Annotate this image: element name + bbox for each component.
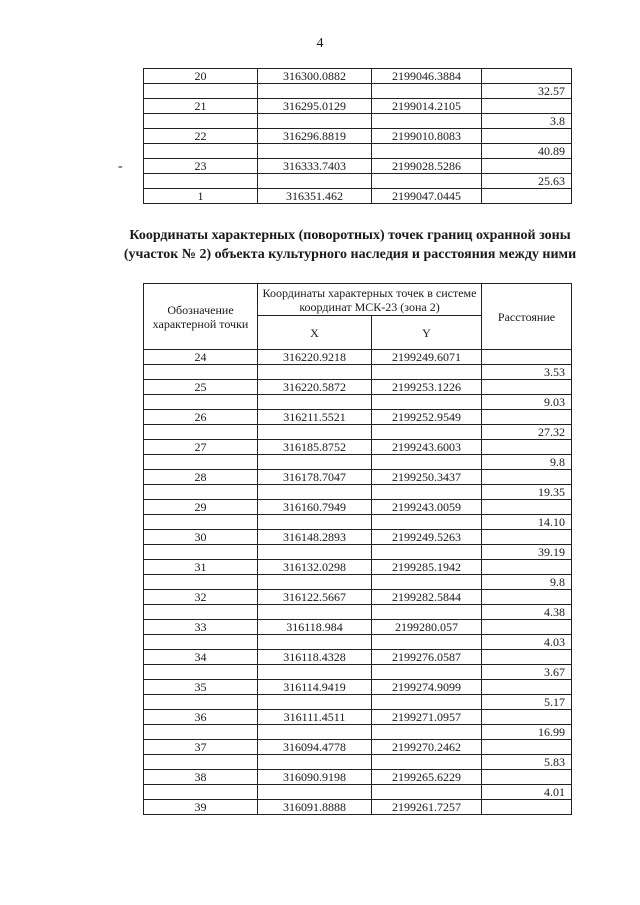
table-row [144, 470, 572, 485]
y-cell: 2199243.6003 [372, 440, 482, 455]
table-row [144, 605, 572, 620]
point-cell [144, 605, 258, 620]
distance-cell [482, 530, 572, 545]
table-row [144, 725, 572, 740]
header-y: Y [372, 316, 482, 350]
distance-cell [482, 350, 572, 365]
y-cell [372, 114, 482, 129]
table-row [144, 350, 572, 365]
distance-cell: 39.19 [482, 545, 572, 560]
margin-mark: - [118, 159, 123, 174]
y-cell: 2199249.6071 [372, 350, 482, 365]
heading-line-2: (участок № 2) объекта культурного наследия и расстояния между ними [123, 247, 577, 262]
x-cell: 316160.7949 [258, 500, 372, 515]
point-cell [144, 635, 258, 650]
y-cell [372, 725, 482, 740]
x-cell: 316185.8752 [258, 440, 372, 455]
x-cell: 316090.9198 [258, 770, 372, 785]
x-cell: 316114.9419 [258, 680, 372, 695]
y-cell: 2199274.9099 [372, 680, 482, 695]
distance-cell: 9.03 [482, 395, 572, 410]
x-cell: 316296.8819 [258, 129, 372, 144]
table-2-body [144, 350, 572, 815]
distance-cell [482, 710, 572, 725]
distance-cell [482, 410, 572, 425]
y-cell [372, 755, 482, 770]
point-cell: 39 [144, 800, 258, 815]
distance-cell: 4.01 [482, 785, 572, 800]
x-cell [258, 725, 372, 740]
heading-line-1: Координаты характерных (поворотных) точек границ охранной зоны [129, 228, 571, 243]
y-cell [372, 605, 482, 620]
y-cell [372, 425, 482, 440]
table-row [144, 800, 572, 815]
coordinates-table-1 [143, 68, 572, 204]
y-cell: 2199010.8083 [372, 129, 482, 144]
x-cell [258, 785, 372, 800]
table-row [144, 710, 572, 725]
table-1-body [144, 69, 572, 204]
distance-cell [482, 560, 572, 575]
y-cell: 2199270.2462 [372, 740, 482, 755]
y-cell: 2199243.0059 [372, 500, 482, 515]
table-row [144, 545, 572, 560]
point-cell [144, 84, 258, 99]
distance-cell [482, 189, 572, 204]
x-cell: 316111.4511 [258, 710, 372, 725]
point-cell [144, 425, 258, 440]
y-cell [372, 545, 482, 560]
y-cell [372, 635, 482, 650]
x-cell: 316094.4778 [258, 740, 372, 755]
table-row [144, 575, 572, 590]
section-heading [100, 226, 600, 264]
y-cell [372, 365, 482, 380]
point-cell: 38 [144, 770, 258, 785]
table-row [144, 365, 572, 380]
table-row [144, 144, 572, 159]
point-cell [144, 785, 258, 800]
y-cell: 2199265.6229 [372, 770, 482, 785]
x-cell [258, 144, 372, 159]
point-cell [144, 395, 258, 410]
point-cell [144, 365, 258, 380]
distance-cell [482, 470, 572, 485]
table-row [144, 785, 572, 800]
table-row [144, 99, 572, 114]
y-cell [372, 575, 482, 590]
y-cell [372, 455, 482, 470]
x-cell: 316091.8888 [258, 800, 372, 815]
table-row [144, 650, 572, 665]
header-distance: Расстояние [482, 284, 572, 350]
distance-cell [482, 69, 572, 84]
x-cell [258, 575, 372, 590]
y-cell [372, 395, 482, 410]
table-row [144, 755, 572, 770]
x-cell: 316132.0298 [258, 560, 372, 575]
header-x: X [258, 316, 372, 350]
distance-cell: 3.8 [482, 114, 572, 129]
page-number: 4 [316, 36, 324, 51]
x-cell [258, 605, 372, 620]
distance-cell: 9.8 [482, 575, 572, 590]
header-coords: Координаты характерных точек в системе координат МСК-23 (зона 2) [258, 284, 482, 316]
x-cell: 316220.9218 [258, 350, 372, 365]
point-cell [144, 695, 258, 710]
point-cell: 20 [144, 69, 258, 84]
point-cell [144, 114, 258, 129]
x-cell: 316295.0129 [258, 99, 372, 114]
point-cell [144, 485, 258, 500]
table-row [144, 69, 572, 84]
y-cell [372, 144, 482, 159]
table-row [144, 560, 572, 575]
table-row [144, 620, 572, 635]
point-cell [144, 455, 258, 470]
x-cell: 316220.5872 [258, 380, 372, 395]
table-row [144, 635, 572, 650]
table-row [144, 695, 572, 710]
point-cell [144, 515, 258, 530]
x-cell [258, 114, 372, 129]
table-row [144, 84, 572, 99]
distance-cell: 14.10 [482, 515, 572, 530]
x-cell: 316148.2893 [258, 530, 372, 545]
table-row [144, 129, 572, 144]
table-row [144, 114, 572, 129]
point-cell [144, 755, 258, 770]
distance-cell: 4.03 [482, 635, 572, 650]
point-cell: 33 [144, 620, 258, 635]
point-cell: 35 [144, 680, 258, 695]
y-cell [372, 84, 482, 99]
x-cell [258, 665, 372, 680]
x-cell [258, 174, 372, 189]
y-cell [372, 515, 482, 530]
x-cell [258, 425, 372, 440]
x-cell [258, 365, 372, 380]
table-row [144, 425, 572, 440]
point-cell: 25 [144, 380, 258, 395]
table-row [144, 770, 572, 785]
x-cell [258, 84, 372, 99]
distance-cell: 5.17 [482, 695, 572, 710]
distance-cell: 5.83 [482, 755, 572, 770]
x-cell [258, 635, 372, 650]
point-cell: 36 [144, 710, 258, 725]
table-row [144, 380, 572, 395]
x-cell: 316211.5521 [258, 410, 372, 425]
y-cell: 2199250.3437 [372, 470, 482, 485]
distance-cell [482, 590, 572, 605]
table-row [144, 189, 572, 204]
y-cell [372, 695, 482, 710]
point-cell: 21 [144, 99, 258, 114]
y-cell [372, 785, 482, 800]
x-cell: 316122.5667 [258, 590, 372, 605]
distance-cell: 27.32 [482, 425, 572, 440]
table-row [144, 500, 572, 515]
distance-cell: 19.35 [482, 485, 572, 500]
point-cell [144, 144, 258, 159]
point-cell: 24 [144, 350, 258, 365]
y-cell [372, 174, 482, 189]
table-row [144, 455, 572, 470]
x-cell: 316178.7047 [258, 470, 372, 485]
x-cell [258, 695, 372, 710]
table-row [144, 740, 572, 755]
y-cell: 2199271.0957 [372, 710, 482, 725]
distance-cell: 3.53 [482, 365, 572, 380]
y-cell [372, 665, 482, 680]
point-cell: 34 [144, 650, 258, 665]
table-row [144, 590, 572, 605]
x-cell: 316351.462 [258, 189, 372, 204]
distance-cell [482, 770, 572, 785]
table-row [144, 680, 572, 695]
distance-cell [482, 440, 572, 455]
y-cell: 2199249.5263 [372, 530, 482, 545]
distance-cell: 3.67 [482, 665, 572, 680]
y-cell: 2199014.2105 [372, 99, 482, 114]
distance-cell [482, 800, 572, 815]
x-cell: 316333.7403 [258, 159, 372, 174]
y-cell: 2199285.1942 [372, 560, 482, 575]
y-cell: 2199252.9549 [372, 410, 482, 425]
point-cell: 30 [144, 530, 258, 545]
header-point: Обозначение характерной точки [144, 284, 258, 350]
table-row [144, 485, 572, 500]
table-row [144, 515, 572, 530]
distance-cell [482, 99, 572, 114]
distance-cell [482, 650, 572, 665]
y-cell [372, 485, 482, 500]
point-cell: 37 [144, 740, 258, 755]
point-cell [144, 545, 258, 560]
y-cell: 2199276.0587 [372, 650, 482, 665]
distance-cell [482, 680, 572, 695]
distance-cell: 40.89 [482, 144, 572, 159]
table-row [144, 174, 572, 189]
point-cell: 27 [144, 440, 258, 455]
y-cell: 2199253.1226 [372, 380, 482, 395]
x-cell: 316118.4328 [258, 650, 372, 665]
distance-cell [482, 129, 572, 144]
x-cell: 316118.984 [258, 620, 372, 635]
point-cell: 22 [144, 129, 258, 144]
point-cell: 23 [144, 159, 258, 174]
table-row [144, 410, 572, 425]
table-row [144, 159, 572, 174]
point-cell [144, 725, 258, 740]
table-row [144, 530, 572, 545]
y-cell: 2199047.0445 [372, 189, 482, 204]
point-cell: 28 [144, 470, 258, 485]
x-cell [258, 485, 372, 500]
point-cell [144, 665, 258, 680]
point-cell: 31 [144, 560, 258, 575]
table-row [144, 665, 572, 680]
point-cell: 32 [144, 590, 258, 605]
distance-cell [482, 500, 572, 515]
distance-cell [482, 159, 572, 174]
distance-cell: 32.57 [482, 84, 572, 99]
distance-cell [482, 380, 572, 395]
distance-cell: 4.38 [482, 605, 572, 620]
distance-cell [482, 740, 572, 755]
distance-cell: 16.99 [482, 725, 572, 740]
point-cell: 1 [144, 189, 258, 204]
distance-cell: 9.8 [482, 455, 572, 470]
y-cell: 2199261.7257 [372, 800, 482, 815]
x-cell [258, 755, 372, 770]
table-row [144, 395, 572, 410]
x-cell [258, 455, 372, 470]
table-2-header [144, 284, 572, 350]
distance-cell [482, 620, 572, 635]
y-cell: 2199046.3884 [372, 69, 482, 84]
table-row [144, 440, 572, 455]
point-cell: 26 [144, 410, 258, 425]
x-cell [258, 395, 372, 410]
x-cell [258, 545, 372, 560]
coordinates-table-2 [143, 283, 572, 815]
x-cell: 316300.0882 [258, 69, 372, 84]
y-cell: 2199282.5844 [372, 590, 482, 605]
point-cell [144, 174, 258, 189]
x-cell [258, 515, 372, 530]
y-cell: 2199280.057 [372, 620, 482, 635]
y-cell: 2199028.5286 [372, 159, 482, 174]
point-cell: 29 [144, 500, 258, 515]
point-cell [144, 575, 258, 590]
distance-cell: 25.63 [482, 174, 572, 189]
